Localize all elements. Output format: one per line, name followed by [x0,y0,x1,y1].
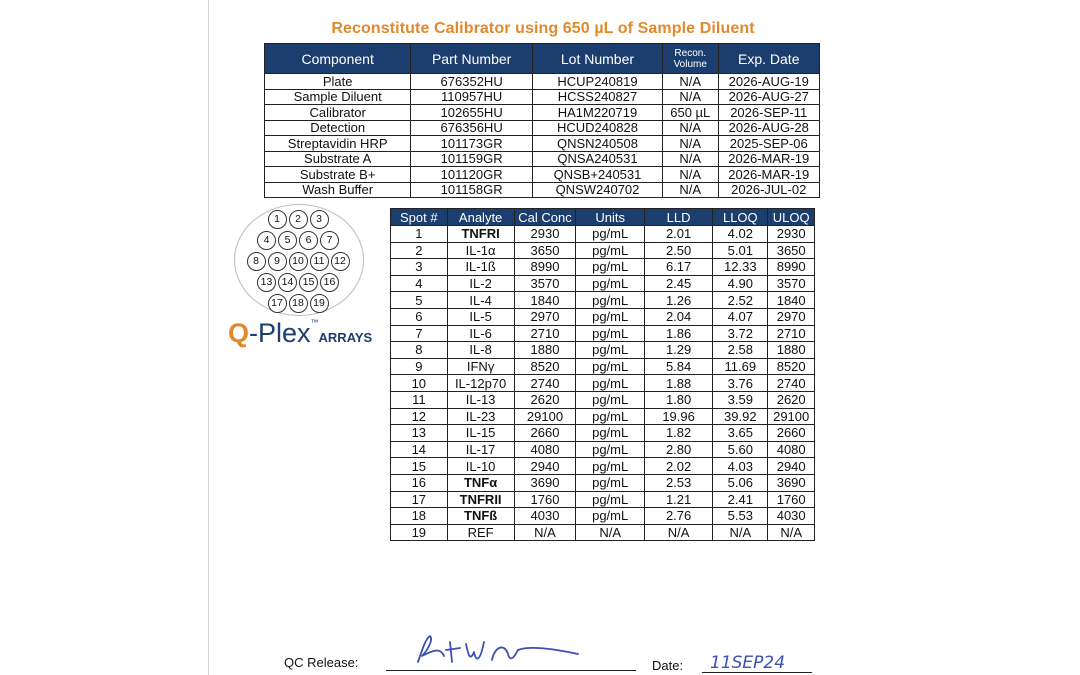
analyte-cell: 4 [391,275,448,292]
component-cell: 2026-AUG-19 [718,74,820,90]
analyte-cell: 1880 [514,342,576,359]
header-cal-conc: Cal Conc [514,209,576,226]
spot-marker: 15 [299,273,318,292]
component-cell: 676352HU [411,74,533,90]
analyte-cell: 10 [391,375,448,392]
analyte-cell: 13 [391,425,448,442]
analyte-cell: N/A [768,524,815,541]
analyte-row [391,342,815,359]
analyte-cell: 3.72 [713,325,768,342]
analyte-cell: IL-5 [447,308,514,325]
analyte-cell: TNFRII [447,491,514,508]
analyte-cell: IL-8 [447,342,514,359]
analyte-cell: 1.26 [644,292,712,309]
analyte-cell: 4.07 [713,308,768,325]
analyte-row [391,524,815,541]
analyte-cell: 19.96 [644,408,712,425]
analyte-cell: pg/mL [576,259,645,276]
analyte-cell: pg/mL [576,242,645,259]
analyte-cell: 5.84 [644,358,712,375]
analyte-cell: IL-23 [447,408,514,425]
component-cell: HCUP240819 [532,74,662,90]
analyte-cell: IL-13 [447,391,514,408]
analyte-cell: 2.50 [644,242,712,259]
spot-marker: 14 [278,273,297,292]
analyte-cell: 8520 [514,358,576,375]
analyte-cell: 4080 [514,441,576,458]
component-cell: N/A [663,120,719,136]
analyte-cell: 18 [391,508,448,525]
logo-plex: -Plex [249,318,311,348]
spot-marker: 17 [268,294,287,313]
spot-marker: 19 [310,294,329,313]
analyte-row [391,491,815,508]
analyte-cell: 2940 [514,458,576,475]
analyte-row [391,425,815,442]
analyte-cell: pg/mL [576,358,645,375]
component-cell: N/A [663,74,719,90]
analyte-cell: 12.33 [713,259,768,276]
date-handwritten [708,646,808,674]
analyte-cell: 8520 [768,358,815,375]
analyte-cell: 1.88 [644,375,712,392]
analyte-cell: 2930 [514,226,576,243]
analyte-table [390,208,815,541]
analyte-cell: 19 [391,524,448,541]
analyte-cell: 1.80 [644,391,712,408]
component-cell: 650 µL [663,105,719,121]
component-cell: HCUD240828 [532,120,662,136]
analyte-row [391,259,815,276]
document-title: Reconstitute Calibrator using 650 µL of Sample Diluent [331,20,755,37]
analyte-cell: 8990 [768,259,815,276]
spot-marker: 4 [257,231,276,250]
header-analyte: Analyte [447,209,514,226]
analyte-header-row [391,209,815,226]
analyte-cell: pg/mL [576,308,645,325]
analyte-cell: IL-2 [447,275,514,292]
analyte-cell: TNFRI [447,226,514,243]
analyte-cell: 8990 [514,259,576,276]
analyte-cell: 3650 [768,242,815,259]
analyte-cell: 1.21 [644,491,712,508]
analyte-cell: 2.76 [644,508,712,525]
analyte-cell: 2620 [768,391,815,408]
analyte-cell: 2710 [768,325,815,342]
analyte-cell: 4030 [768,508,815,525]
analyte-cell: 9 [391,358,448,375]
component-row [265,105,820,121]
components-table-body [265,74,820,198]
component-cell: 2026-MAR-19 [718,151,820,167]
qplex-arrays-logo [228,318,372,352]
analyte-cell: 2 [391,242,448,259]
analyte-cell: 3.59 [713,391,768,408]
logo-q: Q [228,318,250,348]
analyte-cell: 4.03 [713,458,768,475]
analyte-cell: 5.01 [713,242,768,259]
spot-marker: 13 [257,273,276,292]
logo-tm: ™ [310,318,319,327]
analyte-cell: 4.02 [713,226,768,243]
analyte-cell: IL-4 [447,292,514,309]
analyte-cell: pg/mL [576,292,645,309]
analyte-row [391,226,815,243]
component-cell: 2026-SEP-11 [718,105,820,121]
analyte-cell: 2660 [514,425,576,442]
component-cell: Sample Diluent [265,89,411,105]
header-exp-date: Exp. Date [718,44,820,74]
component-cell: 676356HU [411,120,533,136]
component-cell: N/A [663,151,719,167]
spot-marker: 12 [331,252,350,271]
analyte-cell: 8 [391,342,448,359]
component-cell: 2026-MAR-19 [718,167,820,183]
analyte-cell: IL-6 [447,325,514,342]
component-cell: QNSA240531 [532,151,662,167]
component-cell: HCSS240827 [532,89,662,105]
analyte-cell: 6.17 [644,259,712,276]
analyte-cell: 14 [391,441,448,458]
component-cell: N/A [663,182,719,198]
analyte-cell: 2660 [768,425,815,442]
analyte-cell: 2.02 [644,458,712,475]
analyte-cell: pg/mL [576,458,645,475]
analyte-row [391,292,815,309]
component-cell: QNSB+240531 [532,167,662,183]
analyte-row [391,408,815,425]
analyte-cell: 2.41 [713,491,768,508]
analyte-row [391,375,815,392]
spot-layout-diagram [232,204,366,316]
spot-marker: 1 [268,210,287,229]
analyte-cell: 1760 [768,491,815,508]
analyte-cell: 3570 [514,275,576,292]
component-cell: 101120GR [411,167,533,183]
analyte-cell: 5 [391,292,448,309]
spot-marker: 6 [299,231,318,250]
component-cell: 2026-AUG-28 [718,120,820,136]
analyte-cell: 15 [391,458,448,475]
analyte-cell: 2740 [514,375,576,392]
analyte-cell: pg/mL [576,325,645,342]
analyte-cell: 2.80 [644,441,712,458]
analyte-cell: 4.90 [713,275,768,292]
analyte-cell: 16 [391,474,448,491]
component-cell: HA1M220719 [532,105,662,121]
analyte-cell: pg/mL [576,508,645,525]
analyte-cell: IL-10 [447,458,514,475]
header-lloq: LLOQ [713,209,768,226]
spot-marker: 2 [289,210,308,229]
analyte-row [391,242,815,259]
analyte-cell: pg/mL [576,226,645,243]
spot-marker: 18 [289,294,308,313]
analyte-cell: 29100 [768,408,815,425]
analyte-cell: 1840 [768,292,815,309]
analyte-cell: 17 [391,491,448,508]
component-cell: 2025-SEP-06 [718,136,820,152]
component-cell: Wash Buffer [265,182,411,198]
analyte-cell: 2.01 [644,226,712,243]
analyte-row [391,441,815,458]
analyte-cell: 11 [391,391,448,408]
component-cell: Plate [265,74,411,90]
spot-marker: 3 [310,210,329,229]
analyte-row [391,474,815,491]
component-row [265,89,820,105]
analyte-row [391,508,815,525]
analyte-cell: 3.76 [713,375,768,392]
component-row [265,151,820,167]
page-edge-line [208,0,209,675]
header-recon-volume: Recon. Volume [663,44,719,74]
analyte-cell: 5.60 [713,441,768,458]
analyte-cell: 1880 [768,342,815,359]
component-row [265,182,820,198]
analyte-cell: 3650 [514,242,576,259]
analyte-cell: N/A [576,524,645,541]
analyte-cell: pg/mL [576,425,645,442]
component-cell: 110957HU [411,89,533,105]
qc-release-label: QC Release: [284,655,359,670]
component-cell: Detection [265,120,411,136]
analyte-row [391,458,815,475]
analyte-cell: 3 [391,259,448,276]
qc-release-signature [400,632,600,670]
component-row [265,167,820,183]
analyte-cell: 3570 [768,275,815,292]
analyte-cell: 2970 [768,308,815,325]
analyte-cell: 1 [391,226,448,243]
component-cell: N/A [663,167,719,183]
analyte-row [391,275,815,292]
spot-marker: 11 [310,252,329,271]
qc-release-signature-line [386,670,636,671]
component-cell: 2026-AUG-27 [718,89,820,105]
analyte-cell: pg/mL [576,491,645,508]
spot-marker: 8 [247,252,266,271]
spot-marker: 5 [278,231,297,250]
component-row [265,74,820,90]
component-cell: QNSW240702 [532,182,662,198]
analyte-cell: 1.86 [644,325,712,342]
spot-marker: 7 [320,231,339,250]
analyte-cell: 2930 [768,226,815,243]
analyte-cell: pg/mL [576,342,645,359]
analyte-row [391,358,815,375]
analyte-cell: N/A [514,524,576,541]
logo-arrays: ARRAYS [318,330,373,345]
analyte-cell: 2.52 [713,292,768,309]
analyte-cell: N/A [644,524,712,541]
analyte-table-body [391,226,815,541]
date-label: Date: [652,658,684,673]
analyte-cell: 39.92 [713,408,768,425]
analyte-cell: IL-12p70 [447,375,514,392]
component-cell: Substrate B+ [265,167,411,183]
analyte-cell: IL-1α [447,242,514,259]
analyte-cell: pg/mL [576,275,645,292]
component-cell: 2026-JUL-02 [718,182,820,198]
analyte-cell: 11.69 [713,358,768,375]
analyte-cell: 1760 [514,491,576,508]
analyte-cell: 5.53 [713,508,768,525]
component-cell: 101159GR [411,151,533,167]
header-spot: Spot # [391,209,448,226]
spot-marker: 10 [289,252,308,271]
component-cell: N/A [663,136,719,152]
spot-marker: 16 [320,273,339,292]
analyte-cell: 7 [391,325,448,342]
analyte-cell: 2940 [768,458,815,475]
header-part-number: Part Number [411,44,533,74]
analyte-cell: 4080 [768,441,815,458]
analyte-cell: 4030 [514,508,576,525]
analyte-cell: 3690 [768,474,815,491]
analyte-cell: 2620 [514,391,576,408]
analyte-cell: 2.04 [644,308,712,325]
analyte-cell: N/A [713,524,768,541]
component-row [265,136,820,152]
analyte-cell: IFNγ [447,358,514,375]
analyte-cell: REF [447,524,514,541]
components-table [264,43,820,198]
component-cell: QNSN240508 [532,136,662,152]
analyte-cell: TNFß [447,508,514,525]
analyte-cell: pg/mL [576,441,645,458]
header-lld: LLD [644,209,712,226]
analyte-cell: 29100 [514,408,576,425]
analyte-cell: IL-15 [447,425,514,442]
analyte-cell: 12 [391,408,448,425]
analyte-cell: 2970 [514,308,576,325]
header-component: Component [265,44,411,74]
analyte-cell: 5.06 [713,474,768,491]
header-lot-number: Lot Number [532,44,662,74]
analyte-row [391,308,815,325]
component-cell: Streptavidin HRP [265,136,411,152]
analyte-cell: 6 [391,308,448,325]
header-units: Units [576,209,645,226]
analyte-cell: 3690 [514,474,576,491]
analyte-cell: 1.29 [644,342,712,359]
header-uloq: ULOQ [768,209,815,226]
component-cell: Substrate A [265,151,411,167]
analyte-cell: TNFα [447,474,514,491]
analyte-row [391,325,815,342]
analyte-cell: 2.45 [644,275,712,292]
spot-marker: 9 [268,252,287,271]
date-value: 11SEP24 [710,653,786,673]
components-header-row [265,44,820,74]
component-cell: 101158GR [411,182,533,198]
component-cell: 101173GR [411,136,533,152]
analyte-cell: 2740 [768,375,815,392]
analyte-cell: IL-17 [447,441,514,458]
component-cell: 102655HU [411,105,533,121]
analyte-cell: IL-1ß [447,259,514,276]
analyte-cell: pg/mL [576,375,645,392]
component-cell: Calibrator [265,105,411,121]
analyte-cell: 1840 [514,292,576,309]
analyte-cell: pg/mL [576,408,645,425]
analyte-cell: 2710 [514,325,576,342]
analyte-cell: 3.65 [713,425,768,442]
analyte-row [391,391,815,408]
analyte-cell: pg/mL [576,391,645,408]
analyte-cell: pg/mL [576,474,645,491]
analyte-cell: 2.58 [713,342,768,359]
component-row [265,120,820,136]
analyte-cell: 2.53 [644,474,712,491]
analyte-cell: 1.82 [644,425,712,442]
component-cell: N/A [663,89,719,105]
